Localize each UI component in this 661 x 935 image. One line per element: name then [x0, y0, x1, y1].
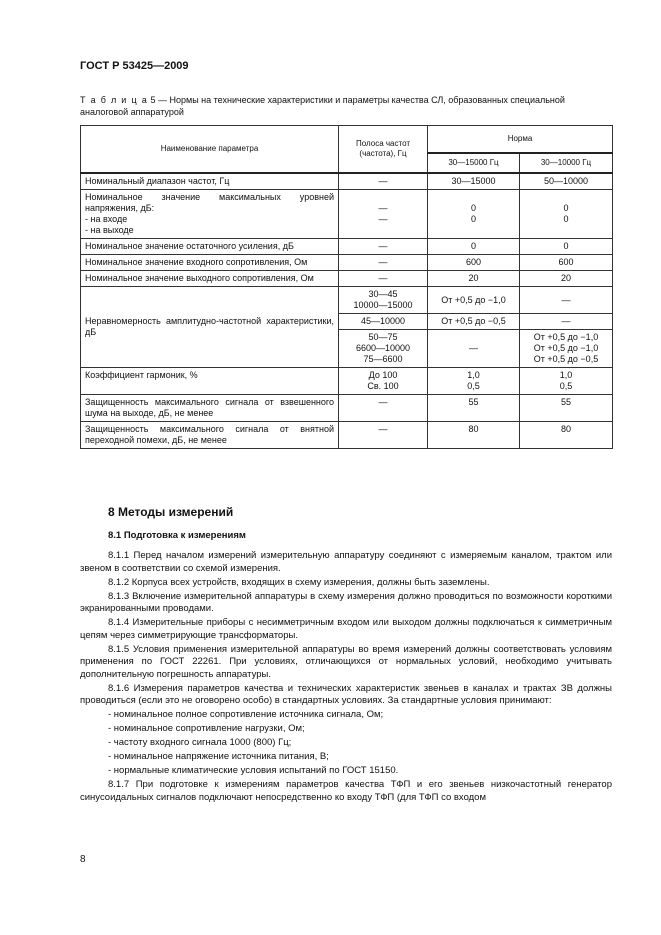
a-cell — [428, 422, 520, 449]
b-cell — [520, 368, 613, 395]
param-cell — [81, 173, 339, 190]
b-cell — [520, 173, 613, 190]
cell-line: 0,5 — [467, 381, 480, 391]
cell-line: 600 — [558, 257, 574, 267]
cell-line: Св. 100 — [367, 381, 399, 391]
document-header: ГОСТ Р 53425—2009 — [80, 60, 189, 72]
cell-line: 50—10000 — [543, 176, 589, 186]
table-row — [81, 422, 613, 449]
header-band: Полоса частот (частота), Гц — [339, 126, 428, 174]
band-cell — [339, 190, 428, 239]
cell-line: 55 — [560, 397, 571, 407]
param-cell — [81, 368, 339, 395]
band-cell — [339, 368, 428, 395]
param-cell-nonuniformity: Неравномерность амплитудно-частотной характеристики, дБ — [81, 287, 339, 368]
param-cell — [81, 255, 339, 271]
param-line: Коэффициент гармоник, % — [85, 370, 198, 380]
list-item: - номинальное полное сопротивление источника сигнала, Ом; — [108, 709, 384, 721]
paragraph: 8.1.3 Включение измерительной аппаратуры в схему измерения должно проводиться по возможности короткими экранированными проводами. — [80, 590, 612, 615]
table-row — [81, 368, 613, 395]
param-cell — [81, 422, 339, 449]
param-cell — [81, 190, 339, 239]
header-param: Наименование параметра — [81, 126, 339, 174]
b-cell — [520, 190, 613, 239]
cell-line: 6600—10000 — [355, 343, 411, 353]
band-cell — [339, 239, 428, 255]
param-line: Номинальный диапазон частот, Гц — [85, 176, 230, 186]
param-line: - на входе — [85, 214, 128, 224]
cell-line: — — [378, 214, 388, 224]
a-cell — [428, 287, 520, 314]
a-cell — [428, 395, 520, 422]
table-row — [81, 190, 613, 239]
cell-line: — — [378, 273, 388, 283]
cell-line: От +0,5 до −0,5 — [441, 316, 506, 326]
cell-line: — — [561, 316, 571, 326]
table-caption-text: 5 — Нормы на технические характеристики и параметры качества СЛ, образованных специальной аналоговой аппаратурой — [80, 95, 565, 117]
cell-line: От +0,5 до −1,0 — [441, 294, 506, 305]
b-cell — [520, 330, 613, 368]
b-cell — [520, 287, 613, 314]
cell-line: — — [378, 176, 388, 186]
cell-line: 0,5 — [559, 381, 573, 391]
cell-line: 20 — [468, 273, 479, 283]
param-cell — [81, 395, 339, 422]
param-cell — [81, 271, 339, 287]
cell-line: — — [378, 397, 388, 407]
table-row — [81, 239, 613, 255]
cell-line: От +0,5 до −1,0 — [533, 343, 599, 353]
table-row — [81, 255, 613, 271]
table-row — [81, 271, 613, 287]
cell-line: 0 — [563, 214, 569, 224]
a-cell — [428, 368, 520, 395]
cell-line: 20 — [560, 273, 571, 283]
band-cell — [339, 395, 428, 422]
b-cell — [520, 239, 613, 255]
param-line: Номинальное значение максимальных уровней напряжения, дБ: — [85, 192, 334, 213]
cell-line: 0 — [563, 241, 569, 251]
b-cell — [520, 255, 613, 271]
param-line: Номинальное значение выходного сопротивления, Ом — [85, 273, 314, 283]
a-cell — [428, 255, 520, 271]
cell-line: 80 — [468, 424, 479, 434]
param-line: Защищенность максимального сигнала от внятной переходной помехи, дБ, не менее — [85, 424, 334, 445]
paragraph-8-1-7: 8.1.7 При подготовке к измерениям параметров качества ТФП и его звеньев низкочастотный генератор синусоидальных сигналов подключают непосредственно ко входу ТФП (для ТФП со входом — [80, 779, 612, 803]
section-title: 8 Методы измерений — [108, 505, 234, 519]
cell-line: 75—6600 — [363, 354, 403, 364]
b-cell — [520, 395, 613, 422]
cell-line: — — [378, 257, 388, 267]
header-norm-b: 30—10000 Гц — [520, 153, 613, 173]
cell-line: — — [378, 203, 388, 213]
paragraph: 8.1.4 Измерительные приборы с несимметричным входом или выходом должны подключаться к симметричным цепям через симметрирующие трансформаторы. — [80, 617, 612, 641]
cell-line: — — [561, 294, 571, 305]
cell-line: 0 — [563, 203, 569, 213]
band-cell — [339, 314, 428, 330]
list-item: - номинальное напряжение источника питания, В; — [108, 751, 329, 763]
cell-line: От +0,5 до −1,0 — [533, 332, 599, 342]
page-number: 8 — [80, 854, 86, 865]
cell-line: 45—10000 — [360, 316, 406, 326]
a-cell — [428, 190, 520, 239]
band-cell — [339, 287, 428, 314]
list-item: - нормальные климатические условия испытаний по ГОСТ 15150. — [108, 765, 399, 777]
cell-line: 30—45 — [368, 289, 398, 299]
a-cell — [428, 239, 520, 255]
band-cell — [339, 255, 428, 271]
cell-line: До 100 — [368, 370, 398, 380]
param-cell — [81, 239, 339, 255]
b-cell — [520, 271, 613, 287]
list-item: - частоту входного сигнала 1000 (800) Гц; — [108, 737, 292, 749]
header-norm-a: 30—15000 Гц — [428, 153, 520, 173]
table-row — [81, 395, 613, 422]
table-caption — [80, 94, 612, 118]
cell-line: 0 — [470, 214, 476, 224]
band-cell — [339, 271, 428, 287]
section-body — [80, 550, 612, 806]
a-cell — [428, 173, 520, 190]
paragraph: 8.1.2 Корпуса всех устройств, входящих в схему измерения, должны быть заземлены. — [108, 576, 490, 588]
cell-line: 600 — [465, 257, 482, 267]
list-item: - номинальное сопротивление нагрузки, Ом; — [108, 723, 305, 735]
header-norm: Норма — [428, 126, 613, 154]
paragraph: 8.1.6 Измерения параметров качества и технических характеристик звеньев в каналах и трактах ЗВ должны проводиться (если это не оговорено особо) в стандартных условиях. За стандартные условия принимают: — [80, 682, 612, 707]
param-line: Номинальное значение входного сопротивления, Ом — [85, 257, 308, 267]
band-cell — [339, 422, 428, 449]
cell-line: 0 — [470, 241, 476, 251]
subsection-title: 8.1 Подготовка к измерениям — [108, 530, 246, 541]
table-row — [81, 287, 613, 314]
paragraph: 8.1.5 Условия применения измерительной аппаратуры во время измерений должны соответствовать условиям применения по ГОСТ 22261. При условиях, отличающихся от нормальных условий, необходимо учитывать дополнительную погрешность аппаратуры. — [80, 643, 612, 680]
param-line: Защищенность максимального сигнала от взвешенного шума на выходе, дБ, не менее — [85, 397, 334, 418]
cell-line: 1,0 — [559, 370, 573, 380]
band-cell — [339, 173, 428, 190]
cell-line: — — [378, 424, 388, 434]
b-cell — [520, 422, 613, 449]
table-caption-prefix: Т а б л и ц а — [80, 95, 148, 105]
paragraph-block — [80, 550, 612, 708]
a-cell — [428, 271, 520, 287]
table-body — [81, 173, 613, 449]
paragraph: 8.1.1 Перед началом измерений измерительную аппаратуру соединяют с измеряемым каналом, трактом или звеном в соответствии со схемой измерения. — [80, 550, 612, 574]
cell-line: 55 — [468, 397, 479, 407]
cell-line: — — [469, 343, 478, 353]
cell-line: 10000—15000 — [353, 300, 413, 310]
norms-table — [80, 125, 613, 449]
cell-line: — — [378, 241, 388, 251]
band-cell — [339, 330, 428, 368]
standard-conditions-list — [80, 709, 612, 778]
param-line: - на выходе — [85, 225, 134, 235]
cell-line: 0 — [470, 203, 476, 213]
cell-line: 1,0 — [467, 370, 480, 380]
a-cell — [428, 330, 520, 368]
cell-line: 50—75 — [368, 332, 398, 342]
cell-line: 80 — [560, 424, 571, 434]
a-cell — [428, 314, 520, 330]
b-cell — [520, 314, 613, 330]
param-line: Номинальное значение остаточного усиления, дБ — [85, 241, 294, 251]
table-row — [81, 173, 613, 190]
cell-line: 30—15000 — [451, 176, 496, 186]
cell-line: От +0,5 до −0,5 — [533, 354, 599, 364]
